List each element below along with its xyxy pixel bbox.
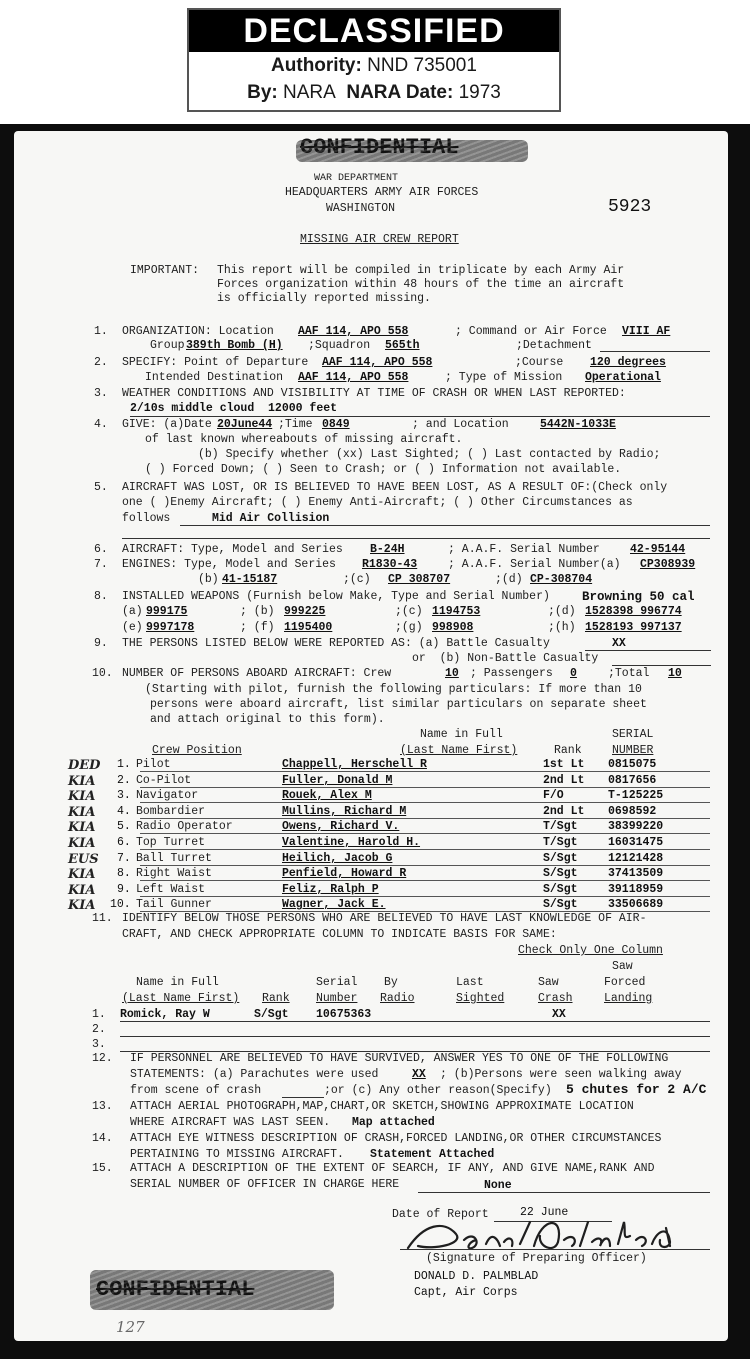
item6-label: AIRCRAFT: Type, Model and Series	[122, 543, 343, 556]
crew-name: Valentine, Harold H.	[282, 836, 421, 849]
h-forced-mid: Forced	[604, 976, 646, 989]
item10-label: NUMBER OF PERSONS ABOARD AIRCRAFT: Crew	[122, 667, 392, 680]
crew-name: Heilich, Jacob G	[282, 852, 393, 865]
battle-casualty: XX	[612, 637, 626, 650]
blank-line	[600, 351, 710, 352]
crew-status: KIA	[68, 898, 96, 913]
item9-nonbattle: or (b) Non-Battle Casualty	[412, 652, 599, 665]
item2-course-label: ;Course	[515, 356, 564, 369]
item-number: 15.	[92, 1162, 113, 1175]
org-location: AAF 114, APO 558	[298, 325, 409, 338]
crew-num: 8.	[117, 867, 131, 880]
item12-label: ;or (c) Any other reason(Specify)	[324, 1084, 552, 1097]
h-radio-sub: Radio	[380, 992, 415, 1005]
item2-label: SPECIFY: Point of Departure	[122, 356, 309, 369]
crew-status: DED	[68, 758, 101, 773]
passenger-count: 0	[570, 667, 577, 680]
h-name-sub: (Last Name First)	[122, 992, 240, 1005]
crew-rank: T/Sgt	[543, 820, 578, 833]
blank-line	[130, 416, 710, 417]
crew-num: 7.	[117, 852, 131, 865]
weapon-d-label: ;(d)	[548, 605, 576, 618]
item11-label: CRAFT, AND CHECK APPROPRIATE COLUMN TO INDICATE BASIS FOR SAME:	[122, 928, 557, 941]
crew-num: 1.	[117, 758, 131, 771]
item4-time-label: ;Time	[278, 418, 313, 431]
item-number: 11.	[92, 912, 113, 925]
item12-label: IF PERSONNEL ARE BELIEVED TO HAVE SURVIVED, ANSWER YES TO ONE OF THE FOLLOWING	[130, 1052, 669, 1065]
crew-serial: 16031475	[608, 836, 664, 849]
crew-col-name: Name in Full	[420, 728, 503, 741]
h-radio: By	[384, 976, 398, 989]
course: 120 degrees	[590, 356, 666, 369]
departure-point: AAF 114, APO 558	[322, 356, 433, 369]
org-command: VIII AF	[622, 325, 671, 338]
item14-label: PERTAINING TO MISSING AIRCRAFT.	[130, 1148, 344, 1161]
crew-rank: 2nd Lt	[543, 805, 585, 818]
stamp-by: By: NARA NARA Date: 1973	[247, 82, 501, 103]
officer-title: Capt, Air Corps	[414, 1286, 518, 1299]
engine-serial-d: CP-308704	[530, 573, 593, 586]
mission-type: Operational	[585, 371, 661, 384]
item4-location-label: ; and Location	[412, 418, 509, 431]
map-attached: Map attached	[352, 1116, 435, 1129]
item-number: 4.	[94, 418, 108, 431]
item-number: 7.	[94, 558, 108, 571]
witness-name: Romick, Ray W	[120, 1008, 210, 1021]
signature-caption: (Signature of Preparing Officer)	[426, 1252, 647, 1265]
weapon-make: Browning 50 cal	[582, 590, 695, 604]
item-number: 10.	[92, 667, 113, 680]
item-number: 1.	[94, 325, 108, 338]
crew-status: KIA	[68, 820, 96, 835]
weapon-serial-b: 999225	[284, 605, 326, 618]
weapon-f-label: ; (f)	[240, 621, 275, 634]
engine-serial-a: CP308939	[640, 558, 696, 571]
total-count: 10	[668, 667, 682, 680]
crew-position: Top Turret	[136, 836, 206, 849]
org-group: 389th Bomb (H)	[186, 339, 283, 352]
crew-serial: 37413509	[608, 867, 664, 880]
crew-num: 6.	[117, 836, 131, 849]
item5-label: AIRCRAFT WAS LOST, OR IS BELIEVED TO HAVE BEEN LOST, AS A RESULT OF:(Check only	[122, 481, 668, 494]
row-rule	[140, 771, 710, 772]
date-label: Date of Report	[392, 1208, 489, 1221]
item13-label: WHERE AIRCRAFT WAS LAST SEEN.	[130, 1116, 331, 1129]
stamp-title: DECLASSIFIED	[189, 10, 559, 52]
witness-num: 1.	[92, 1008, 106, 1021]
item-number: 14.	[92, 1132, 113, 1145]
item-number: 3.	[94, 387, 108, 400]
row-rule	[120, 1021, 710, 1022]
crew-position: Radio Operator	[136, 820, 233, 833]
item4-label: GIVE: (a)Date	[122, 418, 212, 431]
crew-col-name-sub: (Last Name First)	[400, 744, 518, 757]
witness-rank: S/Sgt	[254, 1008, 289, 1021]
item4-options: ( ) Forced Down; ( ) Seen to Crash; or ( ) Information not available.	[145, 463, 622, 476]
other-reason: 5 chutes for 2 A/C	[566, 1082, 707, 1097]
blank-line	[180, 525, 710, 526]
crew-status: KIA	[68, 774, 96, 789]
item-number: 5.	[94, 481, 108, 494]
signature-line	[400, 1249, 710, 1250]
item8-label: INSTALLED WEAPONS (Furnish below Make, Type and Serial Number)	[122, 590, 550, 603]
item12-label: ; (b)Persons were seen walking away	[440, 1068, 682, 1081]
crew-serial: 39118959	[608, 883, 664, 896]
crew-name: Wagner, Jack E.	[282, 898, 386, 911]
declassified-stamp	[187, 8, 561, 112]
item1-group-label: Group	[150, 339, 185, 352]
item-number: 2.	[94, 356, 108, 369]
item7-serial-label: ; A.A.F. Serial Number(a)	[448, 558, 621, 571]
crew-position: Right Waist	[136, 867, 212, 880]
weapon-serial-c: 1194753	[432, 605, 481, 618]
item1-command-label: ; Command or Air Force	[455, 325, 607, 338]
parachutes-used: XX	[412, 1068, 426, 1081]
item9-label: THE PERSONS LISTED BELOW WERE REPORTED AS: (a) Battle Casualty	[122, 637, 550, 650]
item-number: 13.	[92, 1100, 113, 1113]
weapon-serial-f: 1195400	[284, 621, 333, 634]
aircraft-serial: 42-95144	[630, 543, 686, 556]
blank-line	[585, 650, 711, 651]
h-last-sub: Sighted	[456, 992, 505, 1005]
weapon-serial-h: 1528193 997137	[585, 621, 682, 634]
weapon-b-label: ; (b)	[240, 605, 275, 618]
crew-rank: 1st Lt	[543, 758, 585, 771]
witness-saw-crash: XX	[552, 1008, 566, 1021]
aircraft-model: B-24H	[370, 543, 405, 556]
blank-line	[282, 1097, 324, 1098]
crew-status: KIA	[68, 805, 96, 820]
crew-name: Rouek, Alex M	[282, 789, 372, 802]
org-squadron: 565th	[385, 339, 420, 352]
crew-num: 5.	[117, 820, 131, 833]
item-number: 12.	[92, 1052, 113, 1065]
document-number: 5923	[608, 197, 652, 217]
row-rule	[140, 833, 710, 834]
item12-label: from scene of crash	[130, 1084, 262, 1097]
engine-serial-b: 41-15187	[222, 573, 278, 586]
weapon-a-label: (a)	[122, 605, 143, 618]
item10-note: and attach original to this form).	[150, 713, 385, 726]
redaction-mark	[296, 140, 528, 162]
crew-position: Pilot	[136, 758, 171, 771]
stamp-authority: Authority: NND 735001	[271, 55, 477, 76]
crew-rank: S/Sgt	[543, 867, 578, 880]
crew-serial: T-125225	[608, 789, 664, 802]
crew-rank: F/O	[543, 789, 564, 802]
crew-rank: S/Sgt	[543, 852, 578, 865]
crew-num: 4.	[117, 805, 131, 818]
crew-num: 9.	[117, 883, 131, 896]
statement-attached: Statement Attached	[370, 1148, 495, 1161]
crew-status: KIA	[68, 789, 96, 804]
important-line: Forces organization within 48 hours of the time an aircraft	[217, 278, 625, 291]
search-officer: None	[484, 1179, 512, 1192]
engine-model: R1830-43	[362, 558, 418, 571]
check-note: Check Only One Column	[518, 944, 663, 957]
crew-serial: 33506689	[608, 898, 664, 911]
item10-note: persons were aboard aircraft, list similar particulars on separate sheet	[150, 698, 647, 711]
witness-serial: 10675363	[316, 1008, 372, 1021]
form-title: MISSING AIR CREW REPORT	[300, 233, 459, 246]
item14-label: ATTACH EYE WITNESS DESCRIPTION OF CRASH,FORCED LANDING,OR OTHER CIRCUMSTANCES	[130, 1132, 662, 1145]
crew-serial: 12121428	[608, 852, 664, 865]
weapon-serial-a: 999175	[146, 605, 188, 618]
weapon-e-label: (e)	[122, 621, 143, 634]
blank-line	[612, 665, 711, 666]
h-rank: Rank	[262, 992, 290, 1005]
item15-label: SERIAL NUMBER OF OFFICER IN CHARGE HERE	[130, 1178, 400, 1191]
row-rule	[140, 818, 710, 819]
hq-line: HEADQUARTERS ARMY AIR FORCES	[285, 186, 479, 199]
item-number: 8.	[94, 590, 108, 603]
weather: 2/10s middle cloud 12000 feet	[130, 402, 338, 415]
crew-status: EUS	[68, 852, 99, 867]
item6-serial-label: ; A.A.F. Serial Number	[448, 543, 600, 556]
row-rule	[140, 849, 710, 850]
h-saw: Saw	[538, 976, 559, 989]
item1-detachment-label: ;Detachment	[516, 339, 592, 352]
crew-serial: 0817656	[608, 774, 657, 787]
item10-passengers-label: ; Passengers	[470, 667, 553, 680]
row-rule	[140, 896, 710, 897]
crew-col-serial-sub: NUMBER	[612, 744, 654, 757]
item7-label: ENGINES: Type, Model and Series	[122, 558, 336, 571]
redaction-mark	[90, 1270, 334, 1310]
crew-name: Penfield, Howard R	[282, 867, 407, 880]
item1-squadron-label: ;Squadron	[308, 339, 371, 352]
crew-col-rank: Rank	[554, 744, 582, 757]
crew-status: KIA	[68, 883, 96, 898]
crew-count: 10	[445, 667, 459, 680]
row-rule	[140, 802, 710, 803]
crew-position: Ball Turret	[136, 852, 212, 865]
item10-note: (Starting with pilot, furnish the following particulars: If more than 10	[145, 683, 642, 696]
item10-total-label: ;Total	[608, 667, 650, 680]
h-forced-sub: Landing	[604, 992, 653, 1005]
officer-name: DONALD D. PALMBLAD	[414, 1270, 539, 1283]
crew-serial: 0698592	[608, 805, 657, 818]
h-serial: Serial	[316, 976, 358, 989]
crew-serial: 38399220	[608, 820, 664, 833]
item11-label: IDENTIFY BELOW THOSE PERSONS WHO ARE BELIEVED TO HAVE LAST KNOWLEDGE OF AIR-	[122, 912, 647, 925]
item5-options: one ( )Enemy Aircraft; ( ) Enemy Anti-Aircraft; ( ) Other Circumstances as	[122, 496, 633, 509]
report-date: 22 June	[520, 1206, 569, 1219]
crew-col-serial: SERIAL	[612, 728, 654, 741]
loss-cause: Mid Air Collision	[212, 512, 330, 525]
destination: AAF 114, APO 558	[298, 371, 409, 384]
crew-col-position: Crew Position	[152, 744, 242, 757]
item3-label: WEATHER CONDITIONS AND VISIBILITY AT TIME OF CRASH OR WHEN LAST REPORTED:	[122, 387, 626, 400]
dept-line: WAR DEPARTMENT	[314, 173, 399, 184]
h-forced: Saw	[612, 960, 633, 973]
crew-name: Owens, Richard V.	[282, 820, 400, 833]
crew-position: Left Waist	[136, 883, 206, 896]
item2-destination-label: Intended Destination	[145, 371, 284, 384]
crew-name: Fuller, Donald M	[282, 774, 393, 787]
weapon-g-label: ;(g)	[395, 621, 423, 634]
crew-name: Mullins, Richard M	[282, 805, 407, 818]
engine-b-label: (b)	[198, 573, 219, 586]
crew-position: Navigator	[136, 789, 199, 802]
item-number: 9.	[94, 637, 108, 650]
row-rule	[140, 865, 710, 866]
weapon-h-label: ;(h)	[548, 621, 576, 634]
item15-label: ATTACH A DESCRIPTION OF THE EXTENT OF SEARCH, IF ANY, AND GIVE NAME,RANK AND	[130, 1162, 655, 1175]
item13-label: ATTACH AERIAL PHOTOGRAPH,MAP,CHART,OR SKETCH,SHOWING APPROXIMATE LOCATION	[130, 1100, 634, 1113]
crew-rank: 2nd Lt	[543, 774, 585, 787]
h-name: Name in Full	[136, 976, 219, 989]
witness-num: 2.	[92, 1023, 106, 1036]
h-saw-sub: Crash	[538, 992, 573, 1005]
weapon-serial-g: 998908	[432, 621, 474, 634]
crew-num: 3.	[117, 789, 131, 802]
crew-num: 2.	[117, 774, 131, 787]
row-rule	[140, 880, 710, 881]
item12-label: STATEMENTS: (a) Parachutes were used	[130, 1068, 379, 1081]
crew-position: Bombardier	[136, 805, 206, 818]
crew-serial: 0815075	[608, 758, 657, 771]
crew-position: Co-Pilot	[136, 774, 192, 787]
item4-note: of last known whereabouts of missing aircraft.	[145, 433, 463, 446]
crew-position: Tail Gunner	[136, 898, 212, 911]
blank-line	[122, 538, 710, 539]
loss-date: 20June44	[217, 418, 273, 431]
blank-line	[418, 1192, 710, 1193]
city-line: WASHINGTON	[326, 202, 396, 215]
crew-rank: T/Sgt	[543, 836, 578, 849]
item4-specify: (b) Specify whether (xx) Last Sighted; ( ) Last contacted by Radio;	[198, 448, 661, 461]
item-number: 6.	[94, 543, 108, 556]
important-label: IMPORTANT:	[130, 264, 200, 277]
important-line: This report will be compiled in triplicate by each Army Air	[217, 264, 625, 277]
important-line: is officially reported missing.	[217, 292, 431, 305]
crew-rank: S/Sgt	[543, 898, 578, 911]
loss-location: 5442N-1033E	[540, 418, 616, 431]
weapon-serial-e: 9997178	[146, 621, 195, 634]
crew-name: Chappell, Herschell R	[282, 758, 427, 771]
crew-rank: S/Sgt	[543, 883, 578, 896]
engine-serial-c: CP 308707	[388, 573, 451, 586]
weapon-c-label: ;(c)	[395, 605, 423, 618]
item2-mission-label: ; Type of Mission	[445, 371, 563, 384]
row-rule	[140, 787, 710, 788]
page-mark: 127	[116, 1318, 145, 1336]
h-last: Last	[456, 976, 484, 989]
witness-num: 3.	[92, 1038, 106, 1051]
row-rule	[120, 1036, 710, 1037]
item1-label: ORGANIZATION: Location	[122, 325, 274, 338]
weapon-serial-d: 1528398 996774	[585, 605, 682, 618]
h-serial-sub: Number	[316, 992, 358, 1005]
engine-c-label: ;(c)	[343, 573, 371, 586]
crew-num: 10.	[110, 898, 131, 911]
crew-status: KIA	[68, 867, 96, 882]
crew-status: KIA	[68, 836, 96, 851]
item5-follows: follows	[122, 512, 171, 525]
crew-name: Feliz, Ralph P	[282, 883, 379, 896]
engine-d-label: ;(d)	[495, 573, 523, 586]
loss-time: 0849	[322, 418, 350, 431]
